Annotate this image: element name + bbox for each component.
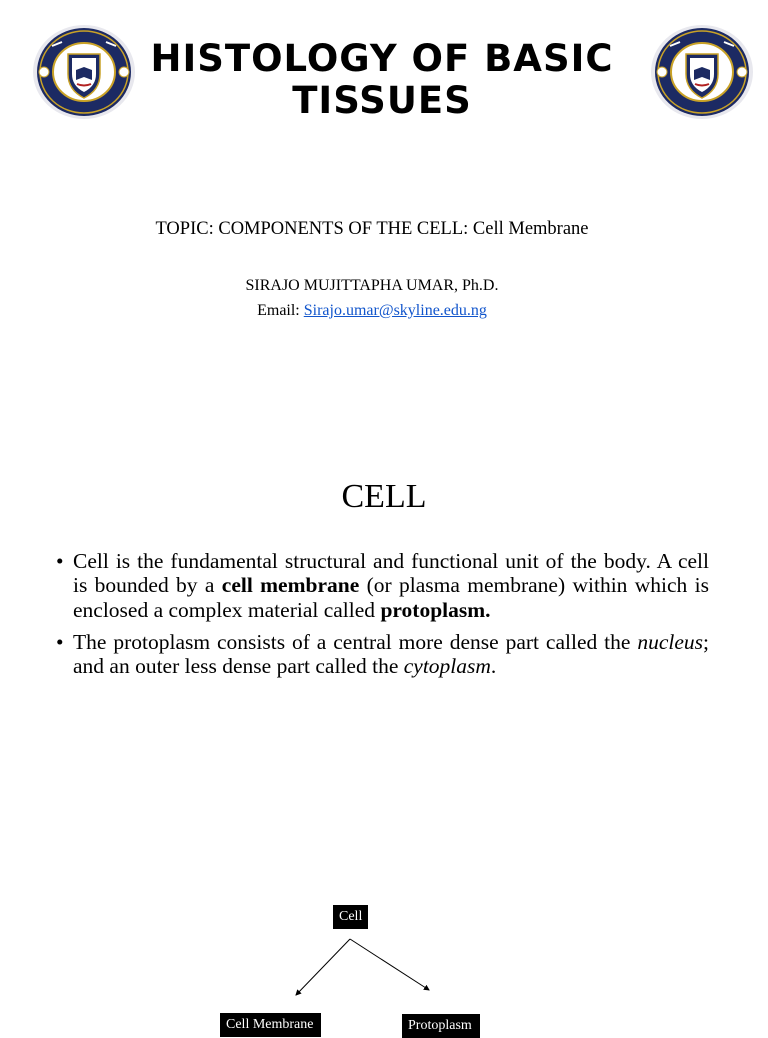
university-seal-right-icon bbox=[650, 24, 754, 120]
university-seal-left-icon bbox=[32, 24, 136, 120]
term-protoplasm: protoplasm. bbox=[380, 597, 491, 622]
diagram-node-protoplasm: Protoplasm bbox=[402, 1014, 480, 1038]
author-name: SIRAJO MUJITTAPHA UMAR, Ph.D. bbox=[245, 277, 499, 294]
bullet-text: . bbox=[490, 654, 497, 679]
email-label: Email: bbox=[257, 302, 304, 319]
bullet-list bbox=[56, 549, 709, 686]
arrow-to-cell-membrane bbox=[296, 939, 350, 995]
term-cell-membrane: cell membrane bbox=[221, 573, 360, 598]
arrow-to-protoplasm bbox=[350, 939, 429, 990]
section-heading: CELL bbox=[341, 478, 427, 515]
email-line bbox=[0, 302, 744, 320]
diagram-node-cell: Cell bbox=[333, 905, 368, 929]
topic-line: TOPIC: COMPONENTS OF THE CELL: Cell Membrane bbox=[155, 219, 589, 239]
bullet-text: Cell is the fundamental structural and functional unit of the body. A cell is bounded by a bbox=[73, 549, 709, 598]
bullet-text: The protoplasm consists of a central more dense part called the bbox=[73, 629, 638, 654]
bullet-icon: • bbox=[56, 629, 64, 654]
term-nucleus: nucleus bbox=[637, 629, 704, 654]
bullet-text: ; and an outer less dense part called the bbox=[73, 629, 709, 679]
email-link[interactable]: Sirajo.umar@skyline.edu.ng bbox=[303, 302, 487, 319]
page-title: HISTOLOGY OF BASIC TISSUES bbox=[150, 37, 614, 122]
bullet-text: (or plasma membrane) within which is enclosed a complex material called bbox=[73, 573, 709, 622]
term-cytoplasm: cytoplasm bbox=[403, 654, 491, 679]
bullet-icon: • bbox=[56, 549, 64, 573]
bullet-item bbox=[56, 549, 709, 622]
bullet-item bbox=[56, 630, 709, 679]
diagram-node-cell-membrane: Cell Membrane bbox=[220, 1013, 321, 1037]
